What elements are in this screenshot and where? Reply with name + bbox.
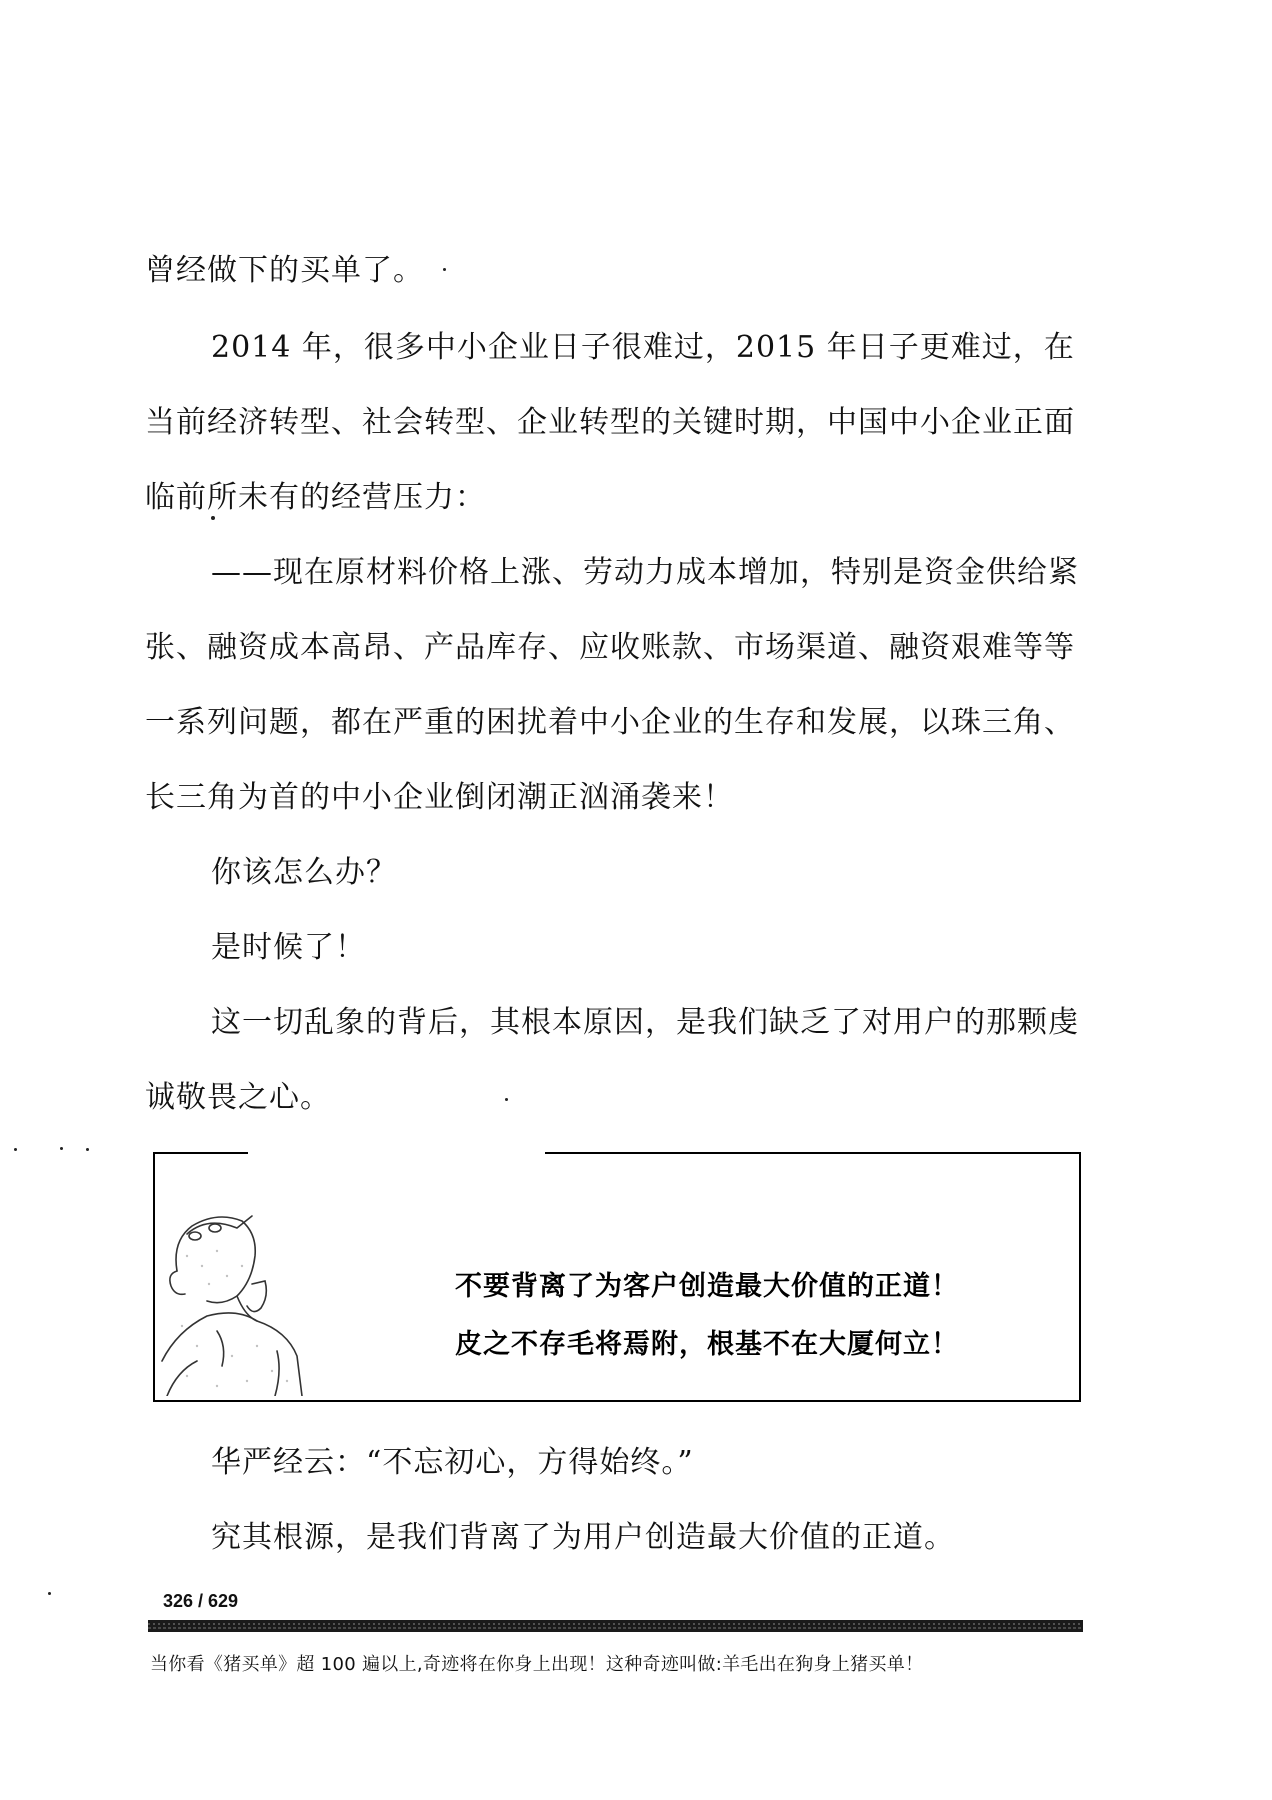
scan-speck xyxy=(14,1148,17,1151)
paragraph-continuation: 曾经做下的买单了。 xyxy=(145,253,424,288)
paragraph-question: 你该怎么办？ xyxy=(211,855,397,890)
paragraph-huayan-quote: 华严经云：“不忘初心，方得始终。” xyxy=(211,1445,694,1480)
banner-border xyxy=(153,1152,248,1154)
scan-speck xyxy=(86,1148,89,1151)
scan-speck xyxy=(505,1098,508,1101)
paragraph-time: 是时候了！ xyxy=(211,930,366,965)
footer-rule xyxy=(148,1620,1083,1632)
paragraph-economic-pressure: 2014 年，很多中小企业日子很难过，2015 年日子更难过，在当前经济转型、社会转型、企业转型的关键时期，中国中小企业正面临前所未有的经营压力： xyxy=(145,330,1075,515)
scan-speck xyxy=(211,516,215,520)
paragraph-problems: ——现在原材料价格上涨、劳动力成本增加，特别是资金供给紧张、融资成本高昂、产品库存、应收账款、市场渠道、融资艰难等等一系列问题，都在严重的困扰着中小企业的生存和发展，以珠三角、长三角为首的中小企业倒闭潮正汹涌袭来！ xyxy=(145,555,1079,815)
sketch-figure-illustration xyxy=(157,1156,307,1396)
footer-slogan: 当你看《猪买单》超 100 遍以上,奇迹将在你身上出现！这种奇迹叫做:羊毛出在狗身上猪买单！ xyxy=(150,1654,924,1675)
page-number: 326 / 629 xyxy=(163,1591,239,1611)
slogan-banner xyxy=(153,1152,1081,1402)
paragraph-root-cause: 这一切乱象的背后，其根本原因，是我们缺乏了对用户的那颗虔诚敬畏之心。 xyxy=(145,1005,1079,1115)
scan-speck xyxy=(60,1147,63,1150)
banner-border xyxy=(545,1152,1081,1154)
scan-speck xyxy=(443,268,446,271)
paragraph-conclusion: 究其根源，是我们背离了为用户创造最大价值的正道。 xyxy=(211,1520,955,1555)
banner-slogan-line-2: 皮之不存毛将焉附，根基不在大厦何立！ xyxy=(455,1329,959,1360)
banner-slogan-line-1: 不要背离了为客户创造最大价值的正道！ xyxy=(455,1271,959,1302)
scan-speck xyxy=(48,1592,51,1595)
